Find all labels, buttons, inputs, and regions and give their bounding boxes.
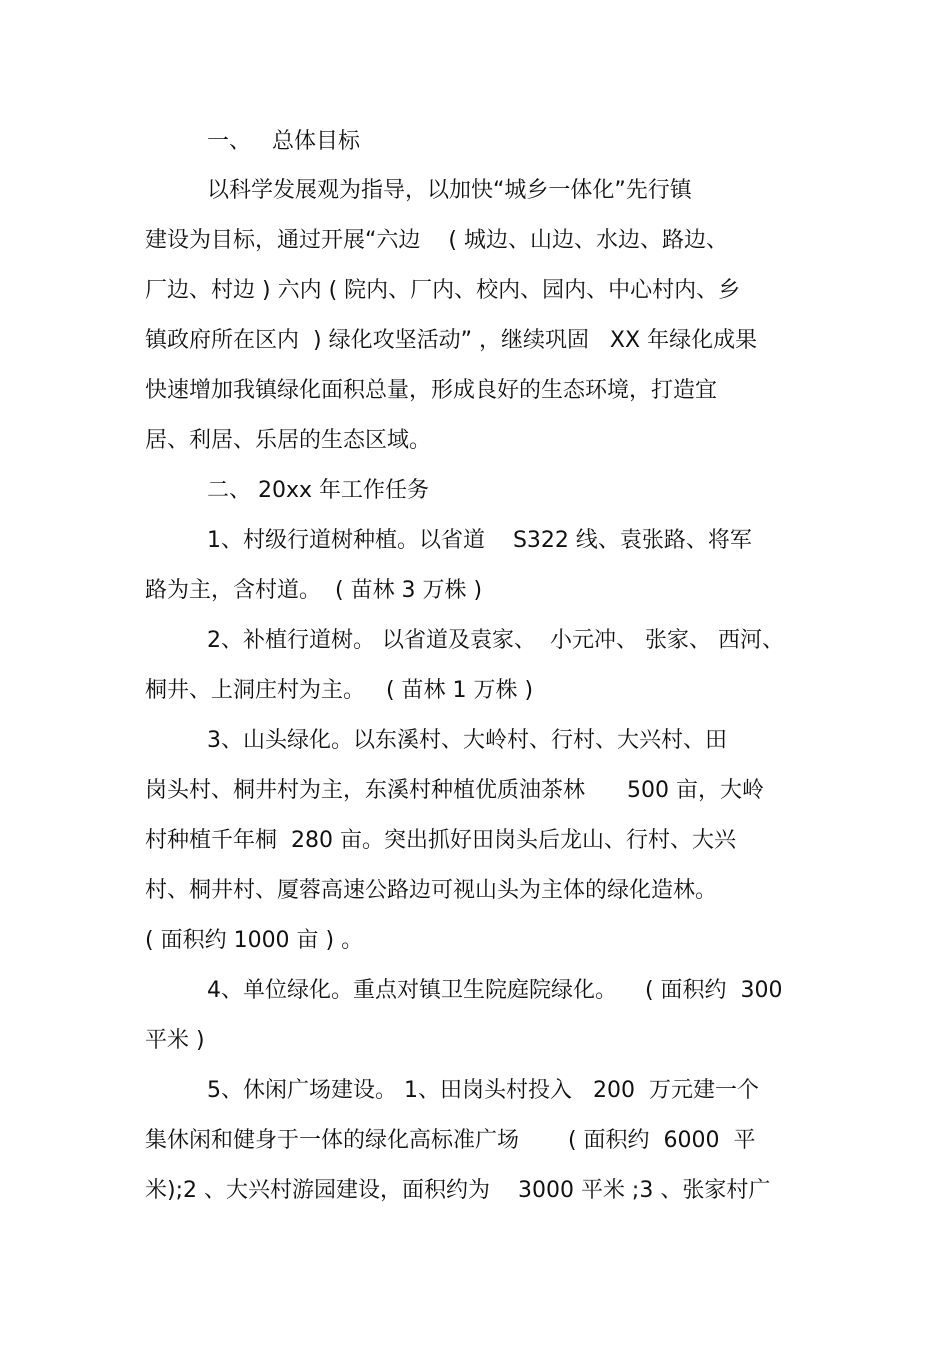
paragraph-line: 5、休闲广场建设。 1、田岗头村投入 200 万元建一个 bbox=[207, 1078, 759, 1103]
paragraph-line: 建设为目标，通过开展“六边 ( 城边、山边、水边、路边、 bbox=[145, 228, 728, 253]
paragraph-line: 村种植千年桐 280 亩。突出抓好田岗头后龙山、行村、大兴 bbox=[145, 828, 736, 853]
paragraph-line: 米);2 、大兴村游园建设，面积约为 3000 平米 ;3 、张家村广 bbox=[145, 1178, 771, 1203]
paragraph-line: 路为主，含村道。 ( 苗林 3 万株 ) bbox=[145, 578, 483, 603]
paragraph-line: 居、利居、乐居的生态区域。 bbox=[145, 428, 432, 453]
paragraph-line: 岗头村、桐井村为主，东溪村种植优质油茶林 500 亩，大岭 bbox=[145, 778, 764, 803]
paragraph-line: 快速增加我镇绿化面积总量，形成良好的生态环境，打造宜 bbox=[145, 378, 718, 403]
paragraph-line: 镇政府所在区内 ) 绿化攻坚活动” ，继续巩固 XX 年绿化成果 bbox=[145, 328, 758, 353]
paragraph-line: 2、补植行道树。 以省道及袁家、 小元冲、 张家、 西河、 bbox=[207, 628, 784, 653]
paragraph-line: 桐井、上洞庄村为主。 ( 苗林 1 万株 ) bbox=[145, 678, 534, 703]
paragraph-line: 1、村级行道树种植。以省道 S322 线、袁张路、将军 bbox=[207, 528, 752, 553]
heading-work-tasks: 二、 20xx 年工作任务 bbox=[207, 478, 430, 503]
paragraph-line: 厂边、村边 ) 六内 ( 院内、厂内、校内、园内、中心村内、乡 bbox=[145, 278, 741, 303]
paragraph-line: 平米 ) bbox=[145, 1028, 205, 1053]
paragraph-line: 4、单位绿化。重点对镇卫生院庭院绿化。 ( 面积约 300 bbox=[207, 978, 783, 1003]
heading-overall-goal: 一、 总体目标 bbox=[207, 129, 360, 154]
paragraph-line: 集休闲和健身于一体的绿化高标准广场 ( 面积约 6000 平 bbox=[145, 1128, 756, 1153]
paragraph-line: 村、桐井村、厦蓉高速公路边可视山头为主体的绿化造林。 bbox=[145, 878, 718, 903]
paragraph-line: 以科学发展观为指导，以加快“城乡一体化”先行镇 bbox=[207, 178, 692, 203]
paragraph-line: 3、山头绿化。以东溪村、大岭村、行村、大兴村、田 bbox=[207, 728, 727, 753]
paragraph-line: ( 面积约 1000 亩 ) 。 bbox=[145, 928, 364, 953]
